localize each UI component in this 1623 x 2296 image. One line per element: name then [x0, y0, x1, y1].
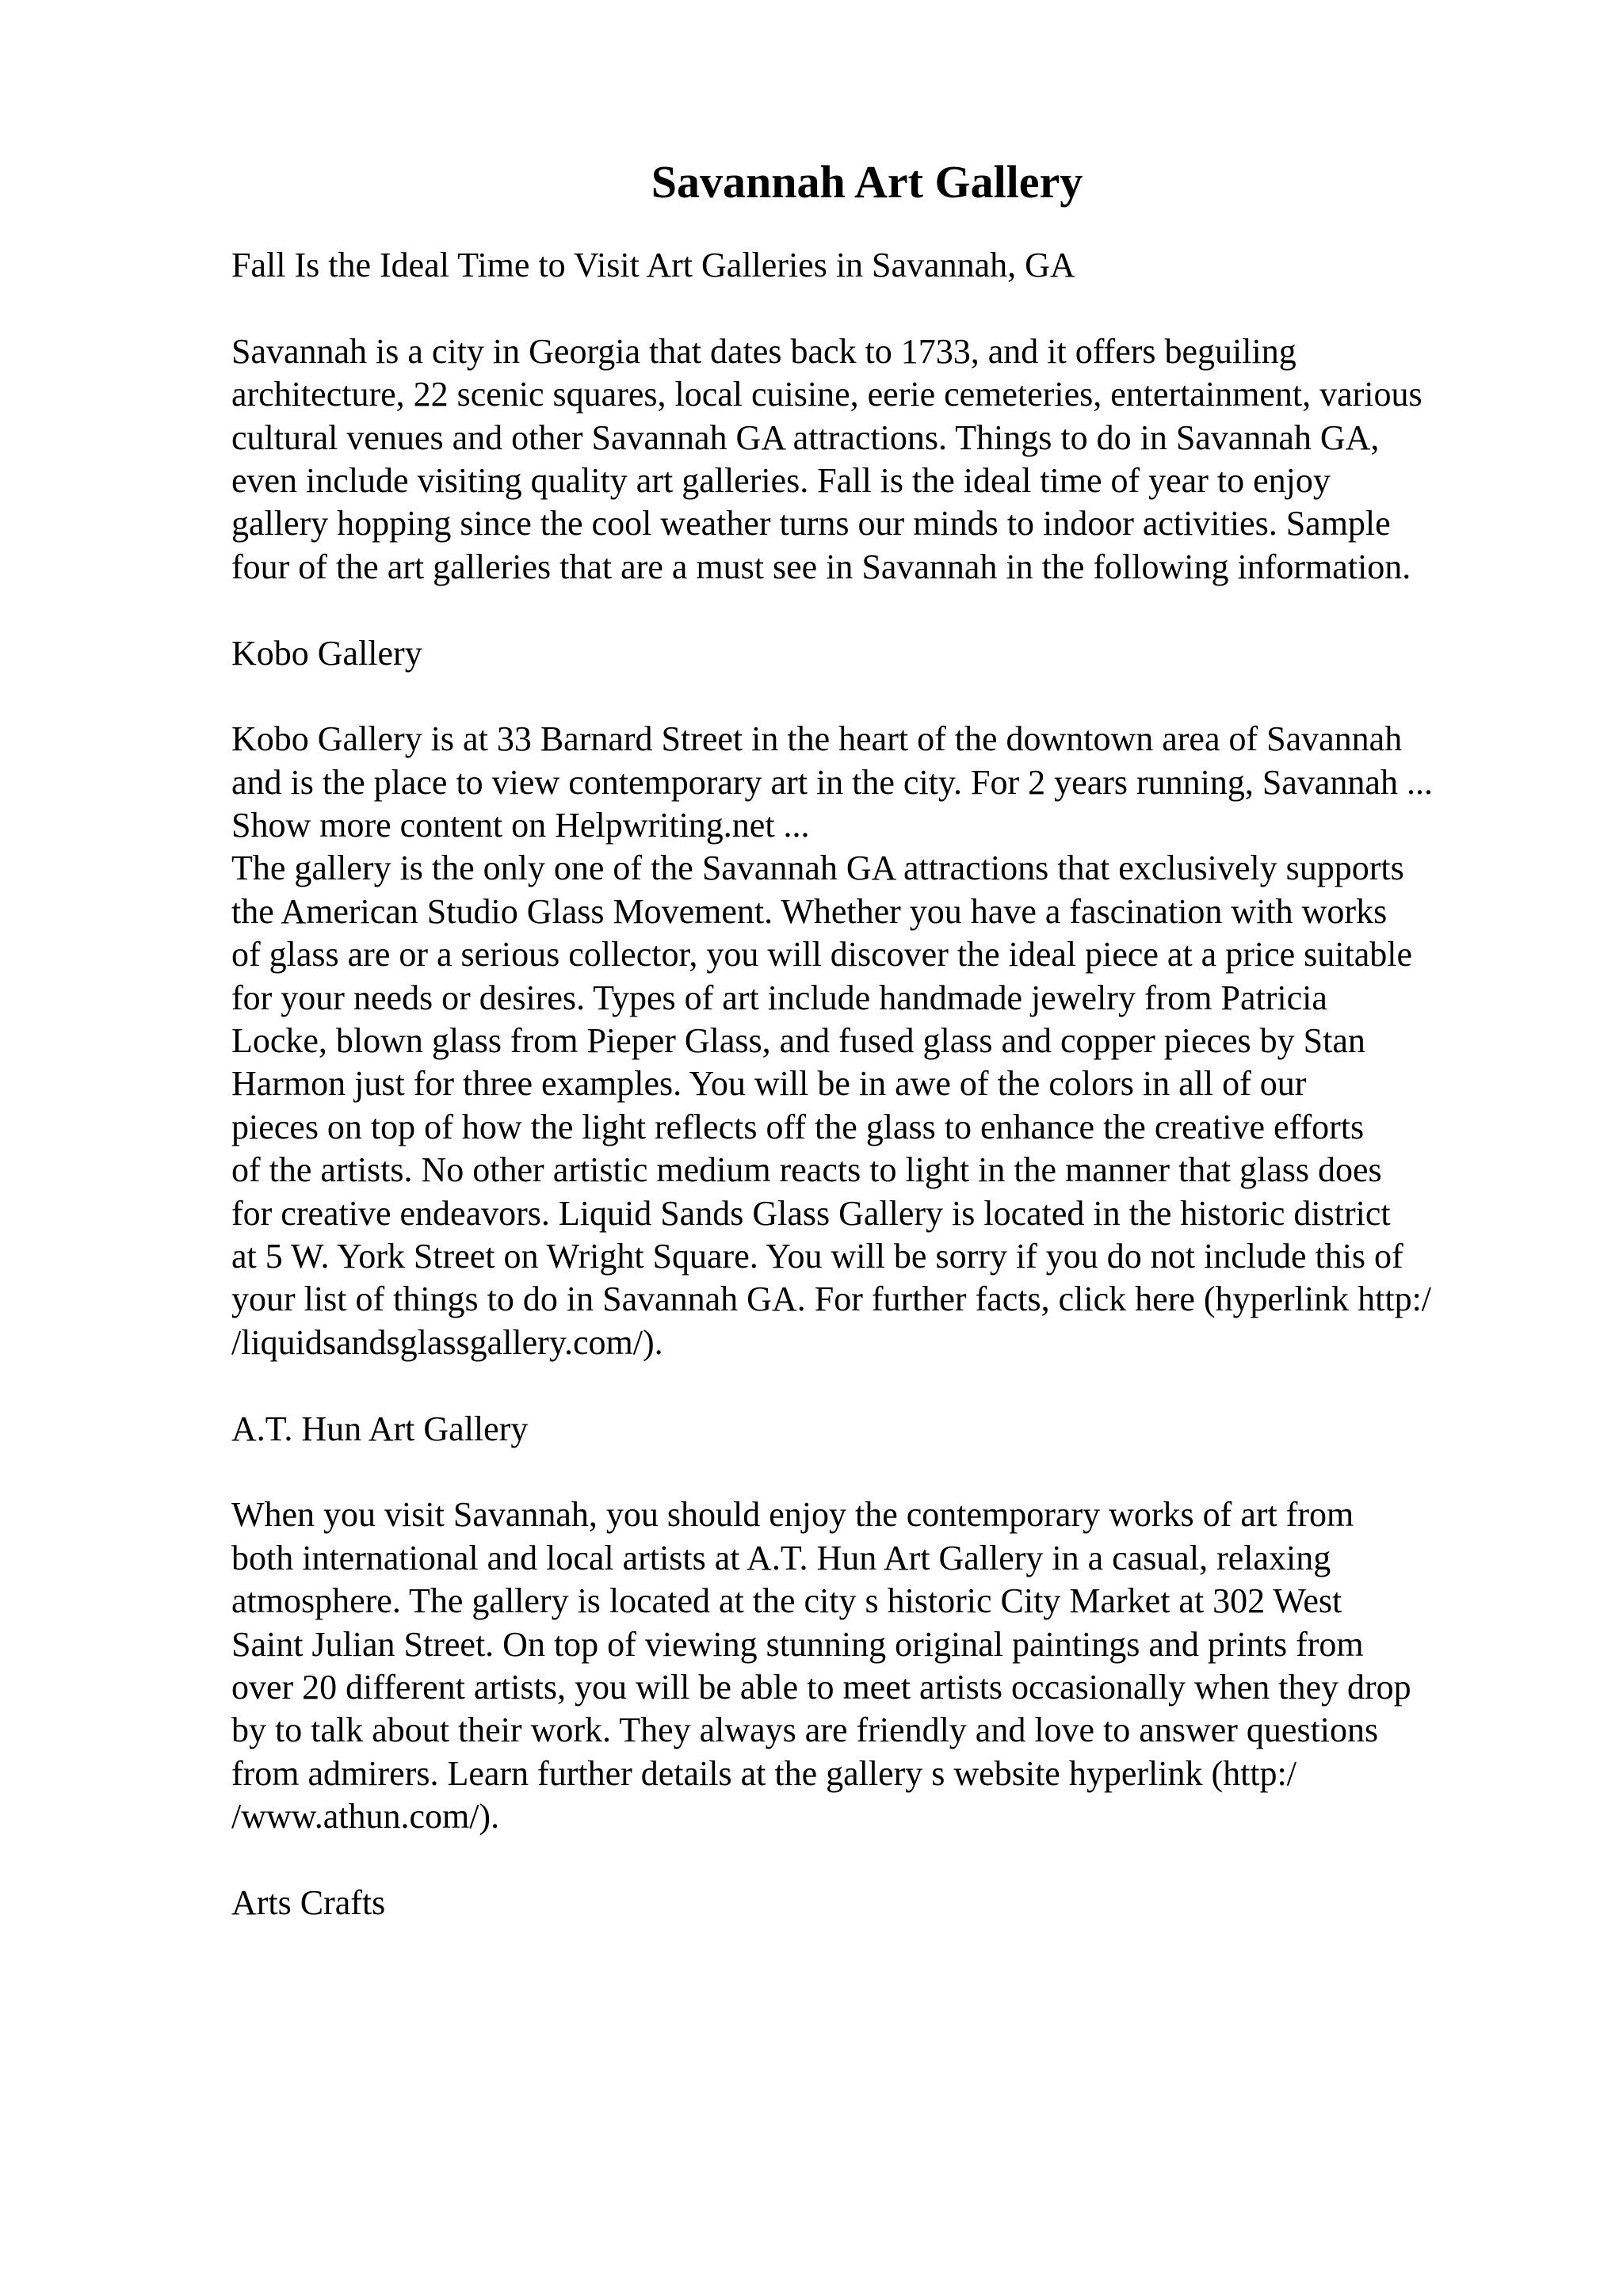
paragraph-line: four of the art galleries that are a must see in Savannah in the following information. — [231, 547, 1411, 586]
paragraph-line: even include visiting quality art galleries. Fall is the ideal time of year to enjoy — [231, 460, 1331, 500]
paragraph-line: Saint Julian Street. On top of viewing stunning original paintings and prints from — [231, 1624, 1364, 1664]
document-subtitle: Fall Is the Ideal Time to Visit Art Galleries in Savannah, GA — [231, 246, 1075, 284]
paragraph-line: /liquidsandsglassgallery.com/). — [231, 1322, 663, 1362]
section-heading-kobo-gallery: Kobo Gallery — [231, 633, 422, 673]
paragraph-gap — [231, 1364, 1594, 1407]
paragraph-gap — [231, 1838, 1594, 1881]
paragraph-line: /www.athun.com/). — [231, 1797, 500, 1836]
paragraph-line: When you visit Savannah, you should enjoy the contemporary works of art from — [231, 1495, 1354, 1535]
paragraph-line: Harmon just for three examples. You will be in awe of the colors in all of our — [231, 1064, 1307, 1104]
paragraph-gap — [231, 589, 1594, 631]
paragraph-line: your list of things to do in Savannah GA. For further facts, click here (hyperlink http:/ — [231, 1280, 1432, 1319]
paragraph-line: of the artists. No other artistic medium reacts to light in the manner that glass does — [231, 1150, 1382, 1190]
intro-paragraph — [231, 330, 1594, 589]
document-title: Savannah Art Gallery — [651, 156, 1083, 208]
athun-paragraph — [231, 1493, 1594, 1838]
kobo-paragraph — [231, 718, 1594, 1364]
paragraph-gap — [231, 1451, 1594, 1493]
paragraph-line: pieces on top of how the light reflects off the glass to enhance the creative efforts — [231, 1107, 1365, 1146]
paragraph-line: at 5 W. York Street on Wright Square. You will be sorry if you do not include this of — [231, 1236, 1403, 1276]
paragraph-gap — [231, 287, 1594, 330]
paragraph-line: from admirers. Learn further details at the gallery s website hyperlink (http:/ — [231, 1753, 1296, 1793]
document-body — [231, 244, 1594, 1924]
paragraph-line: by to talk about their work. They always are friendly and love to answer questions — [231, 1711, 1379, 1750]
paragraph-line: architecture, 22 scenic squares, local cuisine, eerie cemeteries, entertainment, various — [231, 375, 1423, 414]
paragraph-line: for your needs or desires. Types of art include handmade jewelry from Patricia — [231, 978, 1327, 1017]
paragraph-line: for creative endeavors. Liquid Sands Glass Gallery is located in the historic district — [231, 1193, 1391, 1233]
paragraph-line: cultural venues and other Savannah GA attractions. Things to do in Savannah GA, — [231, 418, 1380, 457]
section-heading-arts-crafts: Arts Crafts — [231, 1882, 386, 1922]
paragraph-line: and is the place to view contemporary art in the city. For 2 years running, Savannah ... — [231, 762, 1433, 802]
paragraph-line: The gallery is the only one of the Savannah GA attractions that exclusively supports — [231, 849, 1404, 888]
paragraph-line: gallery hopping since the cool weather turns our minds to indoor activities. Sample — [231, 504, 1391, 543]
paragraph-line: Savannah is a city in Georgia that dates back to 1733, and it offers beguiling — [231, 331, 1296, 371]
paragraph-line: the American Studio Glass Movement. Whether you have a fascination with works — [231, 891, 1388, 931]
paragraph-line: both international and local artists at A.T. Hun Art Gallery in a casual, relaxing — [231, 1538, 1331, 1577]
paragraph-line: of glass are or a serious collector, you will discover the ideal piece at a price suitable — [231, 935, 1413, 974]
paragraph-gap — [231, 675, 1594, 718]
paragraph-line: Kobo Gallery is at 33 Barnard Street in the heart of the downtown area of Savannah — [231, 719, 1403, 759]
paragraph-line: Locke, blown glass from Pieper Glass, and fused glass and copper pieces by Stan — [231, 1021, 1365, 1061]
paragraph-line: atmosphere. The gallery is located at the city s historic City Market at 302 West — [231, 1581, 1342, 1621]
section-heading-at-hun-art-gallery: A.T. Hun Art Gallery — [231, 1409, 529, 1448]
show-more-content-line: Show more content on Helpwriting.net ... — [231, 806, 810, 845]
paragraph-line: over 20 different artists, you will be able to meet artists occasionally when they drop — [231, 1667, 1411, 1707]
